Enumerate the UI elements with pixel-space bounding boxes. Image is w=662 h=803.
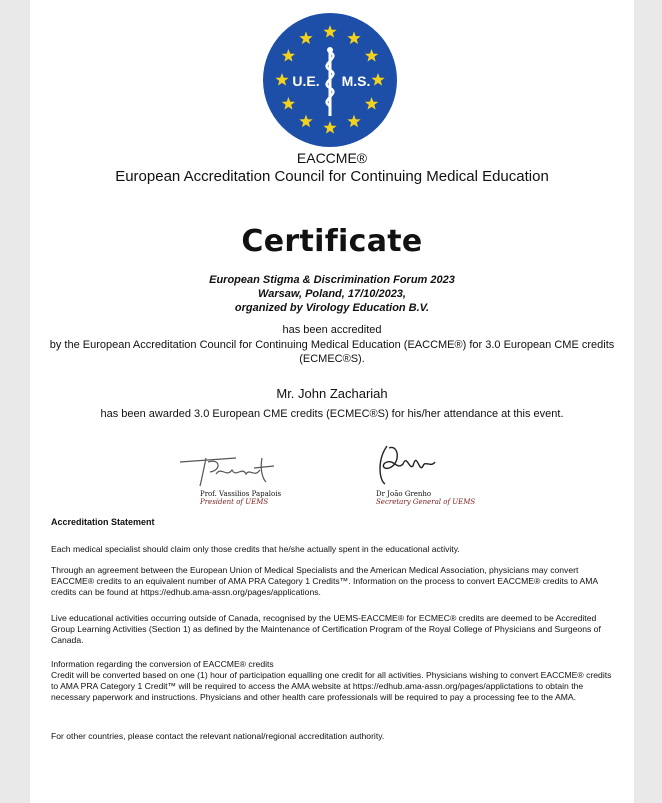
recipient-name: Mr. John Zachariah xyxy=(276,386,388,401)
statement-paragraph: Live educational activities occurring outside of Canada, recognised by the UEMS-EACCME® for ECMEC® credits are deemed to be Accredited Group Learning Activities (Section 1) as defined by the Maintenance of Certification Program of the Royal College of Physicians and Surgeons of Canada. xyxy=(51,613,601,645)
statement-paragraph: For other countries, please contact the relevant national/regional accreditation authority. xyxy=(51,731,385,741)
org-name: EACCME® xyxy=(296,150,368,166)
accreditation-detail: by the European Accreditation Council for Continuing Medical Education (EACCME®) for 3.0 European CME credits (ECMEC®S). xyxy=(49,339,615,365)
certificate-page xyxy=(30,0,634,803)
logo-left-text: U.E. xyxy=(292,73,320,89)
award-statement: has been awarded 3.0 European CME credits (ECMEC®S) for his/her attendance at this event. xyxy=(100,408,564,420)
event-organizer: organized by Virology Education B.V. xyxy=(234,302,430,314)
signatory-1-role: President of UEMS xyxy=(200,498,269,506)
event-name: European Stigma & Discrimination Forum 2023 xyxy=(209,274,455,286)
signatory-2-name: Dr João Grenho xyxy=(376,490,432,498)
event-location-date: Warsaw, Poland, 17/10/2023, xyxy=(258,288,406,300)
logo-right-text: M.S. xyxy=(341,73,371,89)
org-full-name: European Accreditation Council for Continuing Medical Education xyxy=(115,168,549,185)
signature-grenho xyxy=(373,440,443,488)
statement-paragraph: Through an agreement between the European Union of Medical Specialists and the American Medical Association, physicians may convert EACCME® credits to an equivalent number of AMA PRA Category 1 Credits™. Information on the process to convert EACCME® credits to AMA credits can be found at https://edhub.ama-assn.org/pages/applications. xyxy=(51,565,598,597)
signature-papalois xyxy=(176,448,286,490)
signatory-1-name: Prof. Vassilios Papalois xyxy=(200,490,282,498)
certificate-title: Certificate xyxy=(241,224,423,259)
uems-logo xyxy=(262,12,398,148)
statement-paragraph: Information regarding the conversion of EACCME® credits Credit will be converted based on one (1) hour of participation equalling one credit for all activities. Physicians wishing to convert EACCME® credits to AMA PRA Category 1 Credit™ will be required to access the AMA website at https://edhub.ama-assn.org/pages/applictations to obtain the necessary paperwork and instructions. Physicians and other health care professionals will be required to pay a processing fee to the AMA. xyxy=(51,659,612,702)
statement-paragraph: Each medical specialist should claim only those credits that he/she actually spent in the educational activity. xyxy=(51,544,460,554)
accredited-line: has been accredited xyxy=(282,324,382,336)
statement-heading: Accreditation Statement xyxy=(51,517,155,527)
signatory-2-role: Secretary General of UEMS xyxy=(376,498,476,506)
